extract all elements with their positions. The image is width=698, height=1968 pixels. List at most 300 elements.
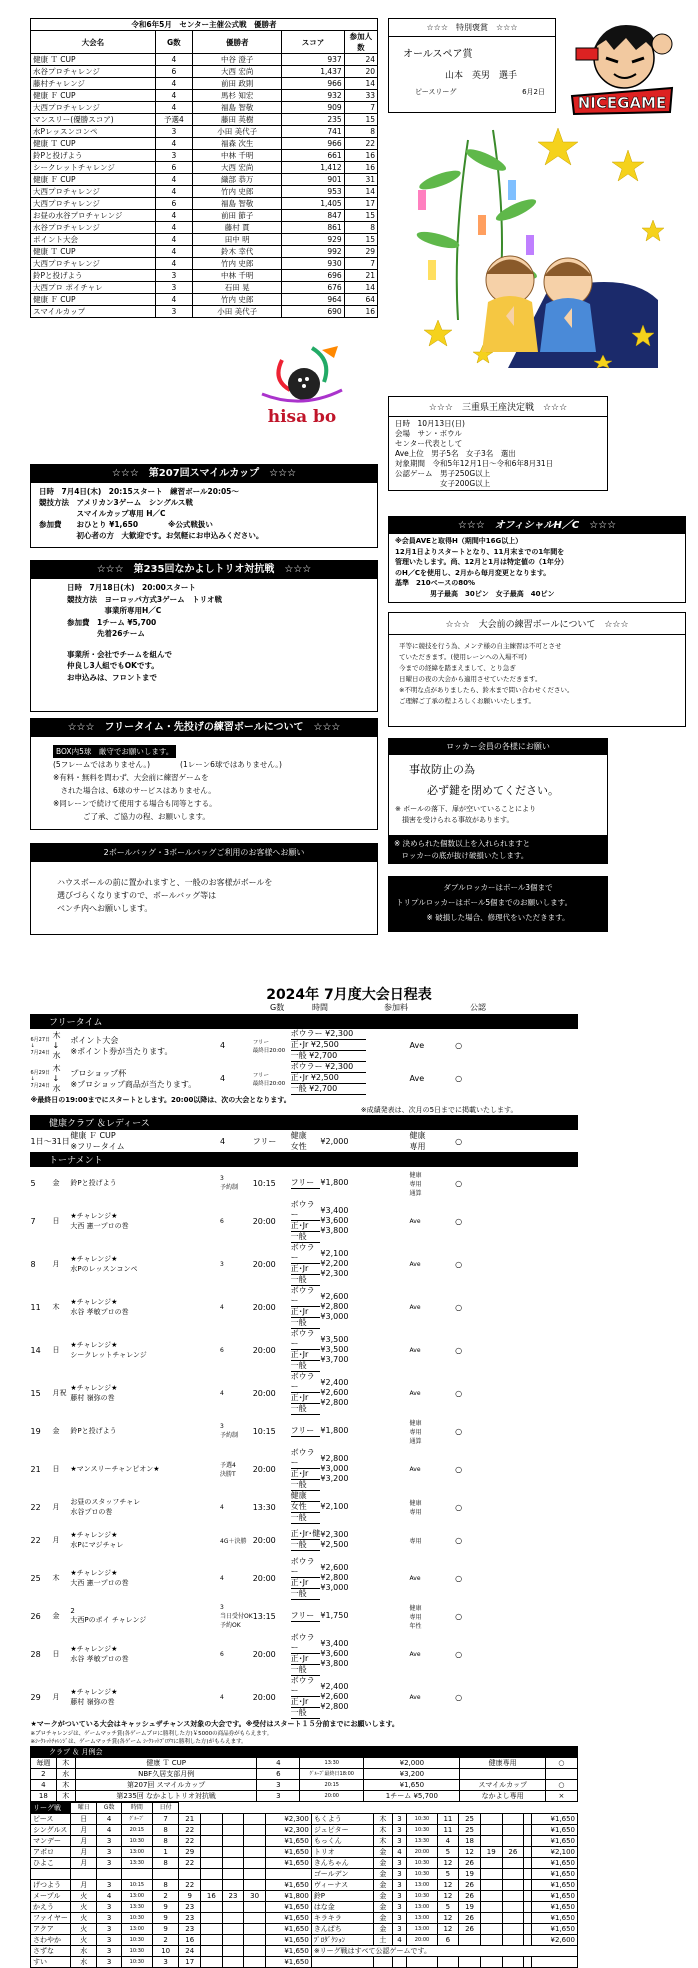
league-cell: 3 xyxy=(392,1868,407,1879)
tournament-row xyxy=(31,1524,578,1557)
winners-cell: 15 xyxy=(344,114,377,126)
tournament-row xyxy=(31,1167,578,1200)
practice-line: 今までの経緯を踏まえまして、とり急ぎ xyxy=(399,664,516,672)
winners-cell: 前田 節子 xyxy=(193,210,282,222)
league-cell xyxy=(480,1879,502,1890)
winners-cell: 大西プロチャレンジ xyxy=(31,198,156,210)
tour-weekday: 木 xyxy=(52,1303,60,1311)
league-cell xyxy=(201,1846,223,1857)
winners-cell: 水Pレッスンコンペ xyxy=(31,126,156,138)
league-row xyxy=(31,1846,578,1857)
league-cell xyxy=(524,1923,532,1934)
winners-cell: 7 xyxy=(344,102,377,114)
tour-ave: 健康 専用 年性 xyxy=(409,1604,422,1630)
schedule-cell xyxy=(366,1600,409,1633)
tour-weekday: 月 xyxy=(52,1536,60,1544)
fee-value: ¥2,600 xyxy=(320,1292,349,1301)
tour-name: ★チャレンジ★ 水Pにマジチャレ xyxy=(70,1531,124,1549)
winners-cell: 鈴Pと投げよう xyxy=(31,150,156,162)
nice-game-text: NICEGAME xyxy=(577,94,667,112)
league-cell: 6 xyxy=(437,1934,459,1945)
league-cell: 13:30 xyxy=(121,1857,152,1868)
winners-cell: 4 xyxy=(155,78,192,90)
club-event-cell: NBF久居支部月例 xyxy=(75,1768,257,1779)
league-cell xyxy=(244,1868,266,1879)
fee-label: 一般 xyxy=(291,1480,321,1491)
tour-auth: ○ xyxy=(455,1573,463,1583)
schedule-cell xyxy=(524,1130,577,1153)
league-cell: 13:00 xyxy=(407,1912,437,1923)
tour-ave: Ave xyxy=(409,1574,421,1582)
winners-cell: 964 xyxy=(282,294,344,306)
winners-cell: 64 xyxy=(344,294,377,306)
tour-auth: ○ xyxy=(455,1388,463,1398)
league-cell xyxy=(222,1879,244,1890)
winners-cell: 中谷 澄子 xyxy=(193,54,282,66)
fee-label: フリー xyxy=(291,1178,321,1189)
winners-cell: 676 xyxy=(282,282,344,294)
league-cell xyxy=(201,1923,223,1934)
locker-note2: 損害を受けられる事故があります。 xyxy=(395,816,514,824)
winners-row xyxy=(31,66,378,78)
league-cell: 13:30 xyxy=(407,1835,437,1846)
schedule-cell xyxy=(366,1167,409,1200)
league-fee: ¥1,650 xyxy=(531,1824,577,1835)
schedule-group-label: 健康クラブ ＆レディース xyxy=(31,1116,578,1130)
schedule-cell xyxy=(524,1676,577,1719)
club-event-cell: 4 xyxy=(31,1779,57,1790)
league-cell: 22 xyxy=(179,1879,201,1890)
tour-auth: ○ xyxy=(455,1464,463,1474)
league-cell: かえう xyxy=(31,1901,71,1912)
league-row xyxy=(31,1857,578,1868)
league-cell: さずな xyxy=(31,1945,71,1956)
free-note1: ※最終日の19:00までにスタートとします。20:00以降は、次の大会となります。 xyxy=(30,1096,291,1104)
league-cell: 12 xyxy=(437,1857,459,1868)
winners-cell: 3 xyxy=(155,306,192,318)
league-cell xyxy=(480,1901,502,1912)
winners-cell: 中林 千明 xyxy=(193,150,282,162)
tour-name: ★チャレンジ★ 水谷 孝敏プロの巻 xyxy=(70,1645,129,1663)
league-cell xyxy=(201,1824,223,1835)
official-line: 基準 210ベースの80% xyxy=(395,579,476,587)
special-award-date: 6月2日 xyxy=(522,88,545,96)
league-cell: 水 xyxy=(71,1945,97,1956)
tour-fee-values xyxy=(320,1286,366,1329)
tour-ave: Ave xyxy=(409,1346,421,1354)
trio-line: 参加費 1チーム ¥5,700 xyxy=(67,617,157,627)
leagues-label: リーグ戦 xyxy=(31,1802,71,1813)
club-event-cell: なかよし専用 xyxy=(460,1790,545,1801)
fee-label: ボウラー xyxy=(291,1286,321,1307)
mie-line: 日時 10月13日(日) xyxy=(395,419,465,428)
league-cell: 金 xyxy=(374,1879,393,1890)
league-fee: ¥2,600 xyxy=(531,1934,577,1945)
tour-fee-labels xyxy=(291,1200,321,1243)
fee-value: ¥2,300 xyxy=(320,1269,349,1278)
winners-cell: 4 xyxy=(155,294,192,306)
freetime-line: ※同レーンで続けて使用する場合も同等とする。 xyxy=(53,799,217,808)
league-cell: 16 xyxy=(179,1934,201,1945)
fee-value: ¥3,800 xyxy=(320,1226,349,1235)
league-cell: 金 xyxy=(374,1890,393,1901)
league-cell: 13:00 xyxy=(121,1890,152,1901)
tour-time: 20:00 xyxy=(252,1692,276,1702)
tour-day: 28 xyxy=(30,1649,41,1659)
fee-value: ¥1,750 xyxy=(320,1611,349,1620)
league-cell xyxy=(502,1923,524,1934)
league-cell xyxy=(244,1824,266,1835)
league-cell: 3 xyxy=(392,1813,407,1824)
winners-table xyxy=(30,18,378,318)
tour-g: 予選4 決勝T xyxy=(220,1462,236,1478)
club-g: 4 xyxy=(220,1136,226,1146)
tournament-row xyxy=(31,1600,578,1633)
league-cell xyxy=(524,1912,532,1923)
fee-label: 一般 xyxy=(291,1404,321,1415)
tour-fee-labels xyxy=(291,1372,321,1415)
league-cell: 3 xyxy=(97,1835,121,1846)
league-fee: ¥1,650 xyxy=(531,1901,577,1912)
league-cell xyxy=(121,1868,152,1879)
winners-cell: 14 xyxy=(344,282,377,294)
tour-fee-labels xyxy=(291,1243,321,1286)
winners-cell: 4 xyxy=(155,186,192,198)
trio-line: お申込みは、フロントまで xyxy=(67,672,157,682)
league-cell: 4 xyxy=(392,1846,407,1857)
league-cell: 13:00 xyxy=(121,1846,152,1857)
schedule-note3: ※ｼｰｸﾚｯﾄﾁｬﾚﾝｼﾞは、ゲームマッチ賞(各ゲーム ｼｰｸﾚｯﾄﾌﾟﾛｱﾏに勝利した方)がもらえます。 xyxy=(30,1738,247,1745)
winners-header-4: 参加人数 xyxy=(344,31,377,54)
club-event-cell: 木 xyxy=(56,1790,75,1801)
winners-cell: 901 xyxy=(282,174,344,186)
league-cell: ヴィーナス xyxy=(311,1879,373,1890)
trio-line: 先着26チーム xyxy=(67,629,145,638)
tour-fee-values xyxy=(320,1491,366,1524)
tournament-row xyxy=(31,1372,578,1415)
winners-header-2: 優勝者 xyxy=(193,31,282,54)
smile-cup-box xyxy=(30,464,378,548)
league-cell xyxy=(480,1835,502,1846)
league-cell: 月 xyxy=(71,1824,97,1835)
league-cell: 3 xyxy=(392,1879,407,1890)
schedule-cell xyxy=(524,1491,577,1524)
club-auth: ○ xyxy=(455,1136,463,1146)
tour-weekday: 月 xyxy=(52,1260,60,1268)
tour-time: 20:00 xyxy=(252,1388,276,1398)
tour-auth: ○ xyxy=(455,1426,463,1436)
league-cell: 30 xyxy=(244,1890,266,1901)
winners-cell: 7 xyxy=(344,258,377,270)
tour-ave: Ave xyxy=(409,1465,421,1473)
tour-weekday: 日 xyxy=(52,1346,60,1354)
winners-cell: 前田 政則 xyxy=(193,78,282,90)
tour-auth: ○ xyxy=(455,1535,463,1545)
club-event-cell: 木 xyxy=(56,1779,75,1790)
league-cell: 3 xyxy=(97,1846,121,1857)
league-cell xyxy=(459,1934,481,1945)
winners-cell: 847 xyxy=(282,210,344,222)
league-cell xyxy=(201,1835,223,1846)
tour-day: 21 xyxy=(30,1464,41,1474)
tour-ave: Ave xyxy=(409,1260,421,1268)
league-row xyxy=(31,1868,578,1879)
official-hc-box xyxy=(388,516,686,603)
fee-value: ¥2,200 xyxy=(320,1259,349,1268)
fee-label: ボウラー xyxy=(291,1676,321,1697)
league-cell: 8 xyxy=(152,1879,178,1890)
league-cell: 12 xyxy=(437,1890,459,1901)
double-locker-box xyxy=(388,876,608,932)
league-cell: 金 xyxy=(374,1901,393,1912)
tour-auth: ○ xyxy=(455,1649,463,1659)
tour-auth: ○ xyxy=(455,1302,463,1312)
league-cell xyxy=(201,1857,223,1868)
league-cell: 8 xyxy=(152,1857,178,1868)
fee-value: ¥1,800 xyxy=(320,1426,349,1435)
winners-cell: 3 xyxy=(155,126,192,138)
winners-cell: 4 xyxy=(155,210,192,222)
winners-title: 令和6年5月 センター主催公式戦 優勝者 xyxy=(31,19,378,31)
league-cell: 5 xyxy=(437,1901,459,1912)
league-cell: ピース xyxy=(31,1813,71,1824)
league-cell: ¥2,300 xyxy=(265,1813,311,1824)
bag-line: 選びづらくなりますので、ボールバッグ等は xyxy=(57,891,217,900)
winners-cell: 藤村チャレンジ xyxy=(31,78,156,90)
winners-cell: 大西 宏尚 xyxy=(193,66,282,78)
winners-cell: 3 xyxy=(155,150,192,162)
league-cell: アクア xyxy=(31,1923,71,1934)
league-cell xyxy=(222,1813,244,1824)
ballbag-title: 2ボールバッグ・3ボールバッグご利用のお客様へお願い xyxy=(31,844,377,862)
fee-label: 正･Jr xyxy=(291,1578,321,1589)
tour-auth: ○ xyxy=(455,1259,463,1269)
league-cell xyxy=(244,1835,266,1846)
fee-value: ¥3,700 xyxy=(320,1355,349,1364)
winners-cell: 966 xyxy=(282,138,344,150)
club-row xyxy=(31,1130,578,1153)
schedule-cell xyxy=(366,1286,409,1329)
schedule-note2: ※プロチャレンジは、ゲームマッチ賞(各ゲームプロに勝利した方)￥5000の商品券がもらえます。 xyxy=(30,1730,273,1737)
league-cell: 20:00 xyxy=(407,1934,437,1945)
fee-value: ¥2,600 xyxy=(320,1563,349,1572)
club-event-cell: 第207回 スマイルカップ xyxy=(75,1779,257,1790)
league-cell xyxy=(480,1923,502,1934)
league-cell: 日 xyxy=(71,1813,97,1824)
fee-label: 女性 xyxy=(291,1502,321,1513)
tour-day: 7 xyxy=(30,1216,36,1226)
club-event-cell: ○ xyxy=(545,1779,577,1790)
tour-fee-labels xyxy=(291,1557,321,1600)
winners-cell: 33 xyxy=(344,90,377,102)
fee-value: ¥2,300 xyxy=(320,1530,349,1539)
league-cell: 13:30 xyxy=(121,1901,152,1912)
fee-label: ボウラー xyxy=(291,1243,321,1264)
league-cell xyxy=(222,1835,244,1846)
league-cell: 10:30 xyxy=(121,1956,152,1967)
tournament-row xyxy=(31,1415,578,1448)
club-event-cell: × xyxy=(545,1790,577,1801)
tour-time: 20:00 xyxy=(252,1649,276,1659)
league-cell: 20:15 xyxy=(121,1824,152,1835)
free-ave: Ave xyxy=(409,1074,425,1083)
tour-weekday: 日 xyxy=(52,1217,60,1225)
winners-cell: 大西プロチャレンジ xyxy=(31,186,156,198)
tour-day: 22 xyxy=(30,1502,41,1512)
league-cell: 土 xyxy=(374,1934,393,1945)
tour-fee-values xyxy=(320,1600,366,1633)
league-fee: ¥1,650 xyxy=(531,1813,577,1824)
official-line: のH／Cを使用し、2月から毎月変更となります。 xyxy=(395,568,551,577)
tour-g: 4 xyxy=(220,1503,224,1511)
fee-label: ボウラー xyxy=(291,1200,321,1221)
league-cell xyxy=(502,1890,524,1901)
league-cell xyxy=(244,1813,266,1824)
practice-line: 平等に競技を行う為、メンテ様の自主練習は不可とさせ xyxy=(399,642,562,650)
tour-name: 2 大西Pのポイ チャレンジ xyxy=(70,1607,147,1624)
league-cell: 9 xyxy=(152,1923,178,1934)
league-cell: ｸﾞﾙｰﾌﾟ xyxy=(121,1813,152,1824)
league-cell: 19 xyxy=(459,1901,481,1912)
schedule-cell xyxy=(524,1062,577,1095)
tour-day: 15 xyxy=(30,1388,41,1398)
winners-cell: 石田 晃 xyxy=(193,282,282,294)
tour-time: 20:00 xyxy=(252,1535,276,1545)
league-cell: 10:15 xyxy=(121,1879,152,1890)
mie-championship-box xyxy=(388,396,608,491)
freetime-line: ※有料・無料を問わず、大会前に練習ゲームを xyxy=(53,773,209,782)
freetime-title: ☆☆☆ フリータイム・先投げの練習ボールについて ☆☆☆ xyxy=(31,719,377,737)
tour-time: 13:15 xyxy=(252,1611,276,1621)
tour-auth: ○ xyxy=(455,1345,463,1355)
club-event-cell: 第235回 なかよしトリオ対抗戦 xyxy=(75,1790,257,1801)
league-cell: ¥1,650 xyxy=(265,1912,311,1923)
club-event-cell xyxy=(545,1768,577,1779)
schedule-cell xyxy=(524,1600,577,1633)
winners-row xyxy=(31,246,378,258)
tour-g: 4 xyxy=(220,1303,224,1311)
fee-value: ¥2,500 xyxy=(320,1540,349,1549)
tour-day: 22 xyxy=(30,1535,41,1545)
winners-row xyxy=(31,150,378,162)
club-event-cell: ¥1,650 xyxy=(364,1779,460,1790)
league-cell xyxy=(244,1857,266,1868)
tour-auth: ○ xyxy=(455,1216,463,1226)
tour-fee-labels xyxy=(291,1167,321,1200)
league-cell: きんちゃん xyxy=(311,1857,373,1868)
bag-line: ハウスボールの前に置かれますと、一般のお客様がボールを xyxy=(57,878,273,887)
winners-row xyxy=(31,186,378,198)
league-cell xyxy=(222,1912,244,1923)
official-line: 12月1日よりスタートとなり、11月末までの1年間を xyxy=(395,547,565,556)
winners-cell: 20 xyxy=(344,66,377,78)
winners-cell: 930 xyxy=(282,258,344,270)
league-cell: マンデー xyxy=(31,1835,71,1846)
tour-ave: 健康 専用 xyxy=(409,1500,422,1516)
schedule-header-3: 公認 xyxy=(470,1003,486,1012)
club-event-row xyxy=(31,1768,578,1779)
league-cell: 鈴P xyxy=(311,1890,373,1901)
winners-cell: 3 xyxy=(155,270,192,282)
freetime-line: BOX内5球 厳守でお願いします。 xyxy=(53,745,176,758)
tour-name: ★チャレンジ★ 藤村 嶺弥の巻 xyxy=(70,1688,118,1706)
tour-weekday: 金 xyxy=(52,1179,60,1188)
winners-cell: 17 xyxy=(344,198,377,210)
league-cell: すい xyxy=(31,1956,71,1967)
league-cell: 10:30 xyxy=(407,1868,437,1879)
freetime-line: された場合は、6球のサービスはありません。 xyxy=(53,786,216,795)
winners-cell: 6 xyxy=(155,66,192,78)
nice-game-logo xyxy=(566,18,678,118)
tour-auth: ○ xyxy=(455,1692,463,1702)
league-cell xyxy=(244,1923,266,1934)
mie-line: 対象期間 令和5年12月1日～令和6年8月31日 xyxy=(395,459,554,468)
league-cell: 3 xyxy=(392,1912,407,1923)
free-row xyxy=(31,1062,578,1095)
winners-cell: ポイント大会 xyxy=(31,234,156,246)
league-fee: ¥1,650 xyxy=(531,1923,577,1934)
league-cell: ¥1,650 xyxy=(265,1879,311,1890)
tour-fee-values xyxy=(320,1243,366,1286)
schedule-cell xyxy=(366,1029,409,1063)
winners-cell: 29 xyxy=(344,246,377,258)
league-fee: ¥2,100 xyxy=(531,1846,577,1857)
league-cell: 4 xyxy=(97,1824,121,1835)
free-time: フリー 最終日20:00 xyxy=(252,1039,286,1054)
league-cell: 12 xyxy=(459,1846,481,1857)
winners-cell: 966 xyxy=(282,78,344,90)
league-cell: ¥1,800 xyxy=(265,1890,311,1901)
tour-fee-values xyxy=(320,1329,366,1372)
practice-line: ご理解ご了承の程よろしくお願いいたします。 xyxy=(399,697,535,705)
special-award-league: ピースリーグ xyxy=(415,88,457,96)
schedule-cell xyxy=(366,1200,409,1243)
league-cell: 火 xyxy=(71,1901,97,1912)
tour-time: 20:00 xyxy=(252,1573,276,1583)
winners-cell: 水谷プロチャレンジ xyxy=(31,66,156,78)
fee-line: 一般 ¥2,700 xyxy=(291,1051,367,1062)
fee-line: 一般 ¥2,700 xyxy=(291,1084,367,1095)
league-cell: 2 xyxy=(152,1934,178,1945)
schedule-title: 2024年 7月度大会日程表 xyxy=(266,987,432,1003)
schedule-group-label: フリータイム xyxy=(31,1015,578,1029)
league-cell: 月 xyxy=(71,1835,97,1846)
fee-value: ¥3,400 xyxy=(320,1639,349,1648)
double-locker-line1: ダブルロッカーはボール3個まで xyxy=(443,883,553,892)
trio-box xyxy=(30,560,378,712)
league-cell: 26 xyxy=(459,1912,481,1923)
league-cell: 3 xyxy=(97,1956,121,1967)
special-award-name: オールスペア賞 xyxy=(403,49,473,60)
schedule-cell xyxy=(524,1633,577,1676)
winners-cell: 健康 Ｔ CUP xyxy=(31,54,156,66)
schedule-cell xyxy=(524,1243,577,1286)
league-cell: アポロ xyxy=(31,1846,71,1857)
league-cell xyxy=(502,1857,524,1868)
club-event-cell: 木 xyxy=(56,1757,75,1768)
leagues-footer: ※リーグ戦はすべて公認ゲームです。 xyxy=(311,1945,577,1956)
winners-cell: 6 xyxy=(155,198,192,210)
fee-value: ¥2,100 xyxy=(320,1502,349,1511)
league-cell: 19 xyxy=(480,1846,502,1857)
winners-row xyxy=(31,270,378,282)
tour-name: ★マンスリーチャンピオン★ xyxy=(70,1465,160,1473)
league-cell: 10:30 xyxy=(407,1813,437,1824)
winners-cell: 健康 Ｔ CUP xyxy=(31,246,156,258)
winners-cell: マンスリー(優勝スコア) xyxy=(31,114,156,126)
league-cell xyxy=(502,1879,524,1890)
league-cell: 7 xyxy=(152,1813,178,1824)
